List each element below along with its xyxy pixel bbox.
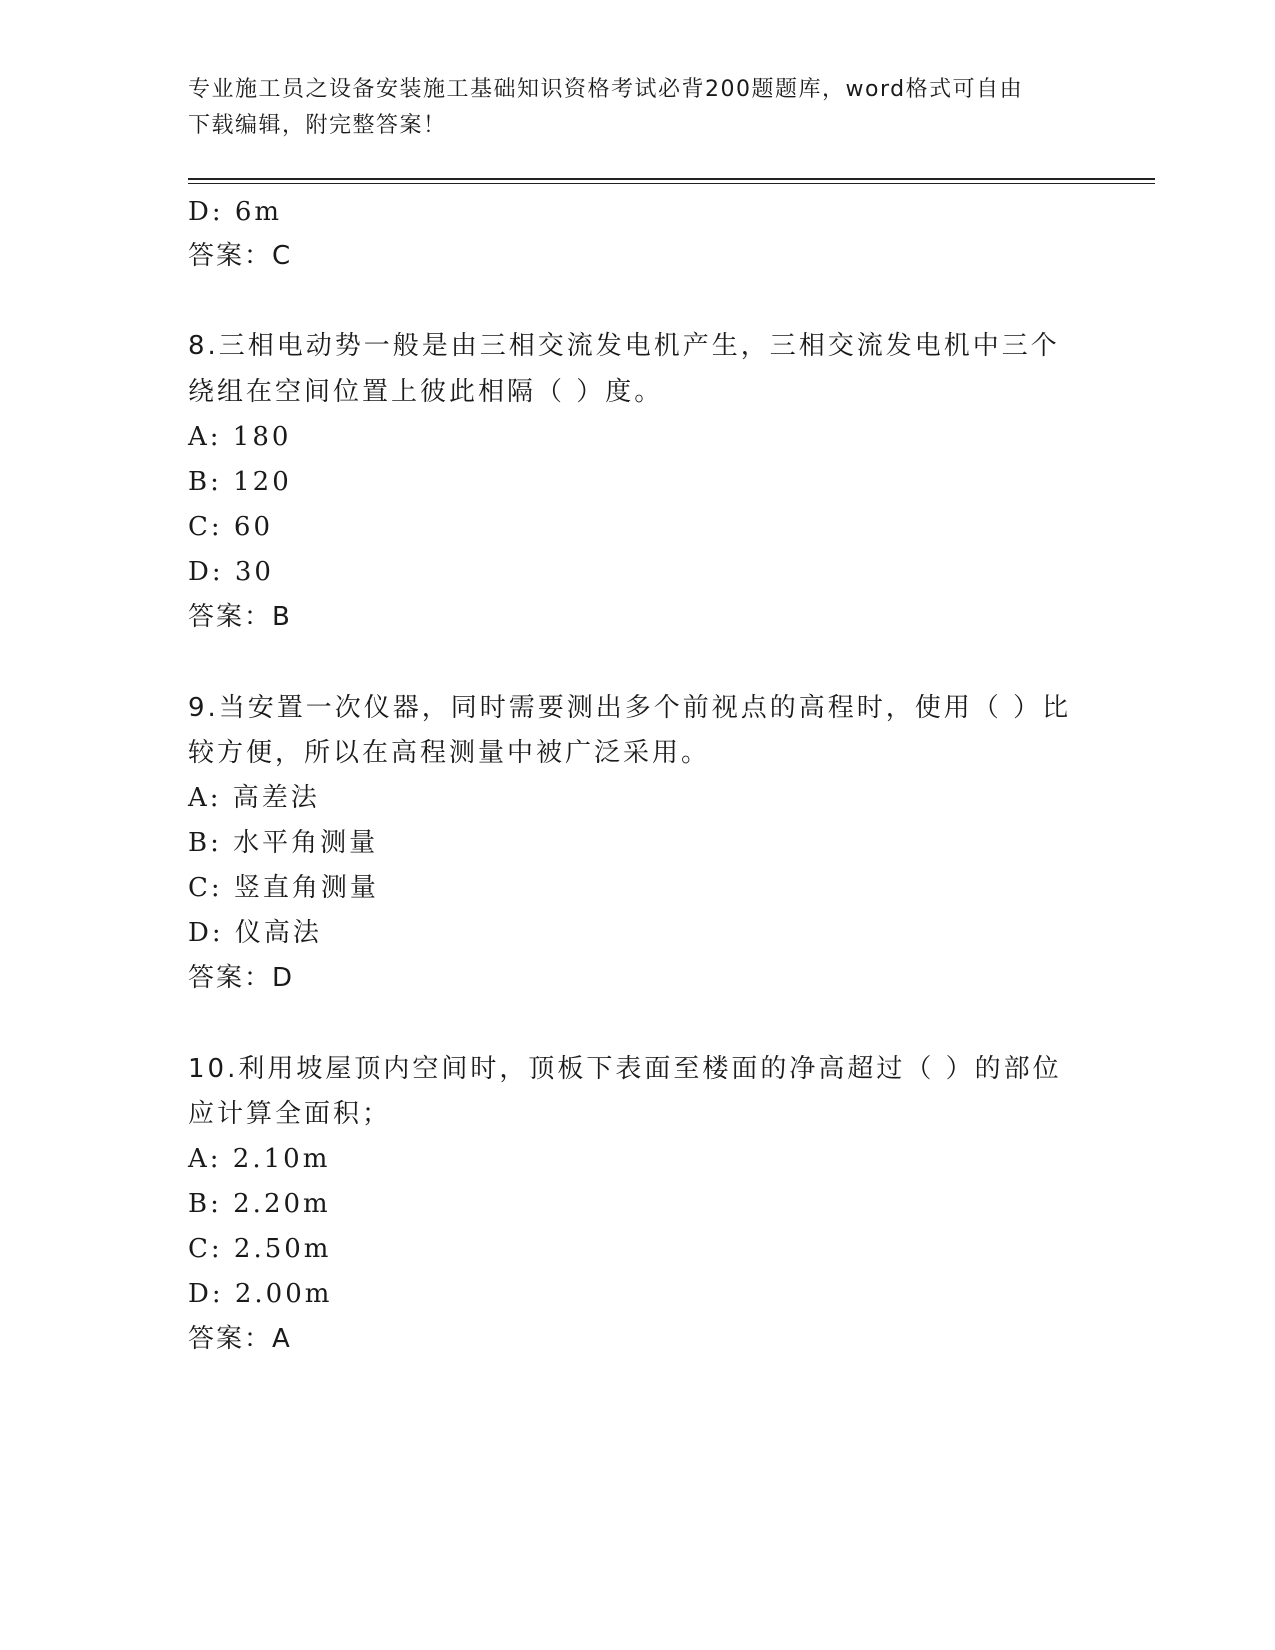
header-line-2: 下载编辑，附完整答案！ [188, 113, 447, 138]
q9-question-line-2: 较方便，所以在高程测量中被广泛采用。 [188, 738, 711, 768]
q8-question-line-2: 绕组在空间位置上彼此相隔（ ）度。 [188, 377, 664, 407]
q10-question-line-1: 10.利用坡屋顶内空间时，顶板下表面至楼面的净高超过（ ）的部位 [188, 1054, 1062, 1084]
q9-option-b: B: 水平角测量 [188, 828, 379, 858]
q8-option-a: A: 180 [188, 422, 292, 452]
header-rule-thick [188, 178, 1155, 180]
header-rule-thin [188, 183, 1155, 184]
q10-question-line-2: 应计算全面积； [188, 1099, 392, 1129]
q9-option-c: C: 竖直角测量 [188, 873, 379, 903]
q8-option-b: B: 120 [188, 467, 292, 497]
q9-answer: 答案：D [188, 963, 295, 993]
q10-option-c: C: 2.50m [188, 1234, 332, 1264]
q9-option-d: D: 仪高法 [188, 918, 322, 948]
q8-option-c: C: 60 [188, 512, 274, 542]
q10-option-d: D: 2.00m [188, 1279, 333, 1309]
q10-answer: 答案：A [188, 1324, 292, 1354]
header-line-1: 专业施工员之设备安装施工基础知识资格考试必背200题题库，word格式可自由 [188, 77, 1024, 102]
q10-option-b: B: 2.20m [188, 1189, 331, 1219]
document-header [188, 72, 1068, 144]
q9-question-line-1: 9.当安置一次仪器，同时需要测出多个前视点的高程时，使用（ ）比 [188, 693, 1072, 723]
q9-option-a: A: 高差法 [188, 783, 320, 813]
q8-answer: 答案：B [188, 602, 292, 632]
q8-option-d: D: 30 [188, 557, 274, 587]
q10-option-a: A: 2.10m [188, 1144, 331, 1174]
q8-question-line-1: 8.三相电动势一般是由三相交流发电机产生，三相交流发电机中三个 [188, 331, 1060, 361]
q7-option-d: D: 6m [188, 197, 283, 227]
q7-answer: 答案：C [188, 241, 293, 271]
